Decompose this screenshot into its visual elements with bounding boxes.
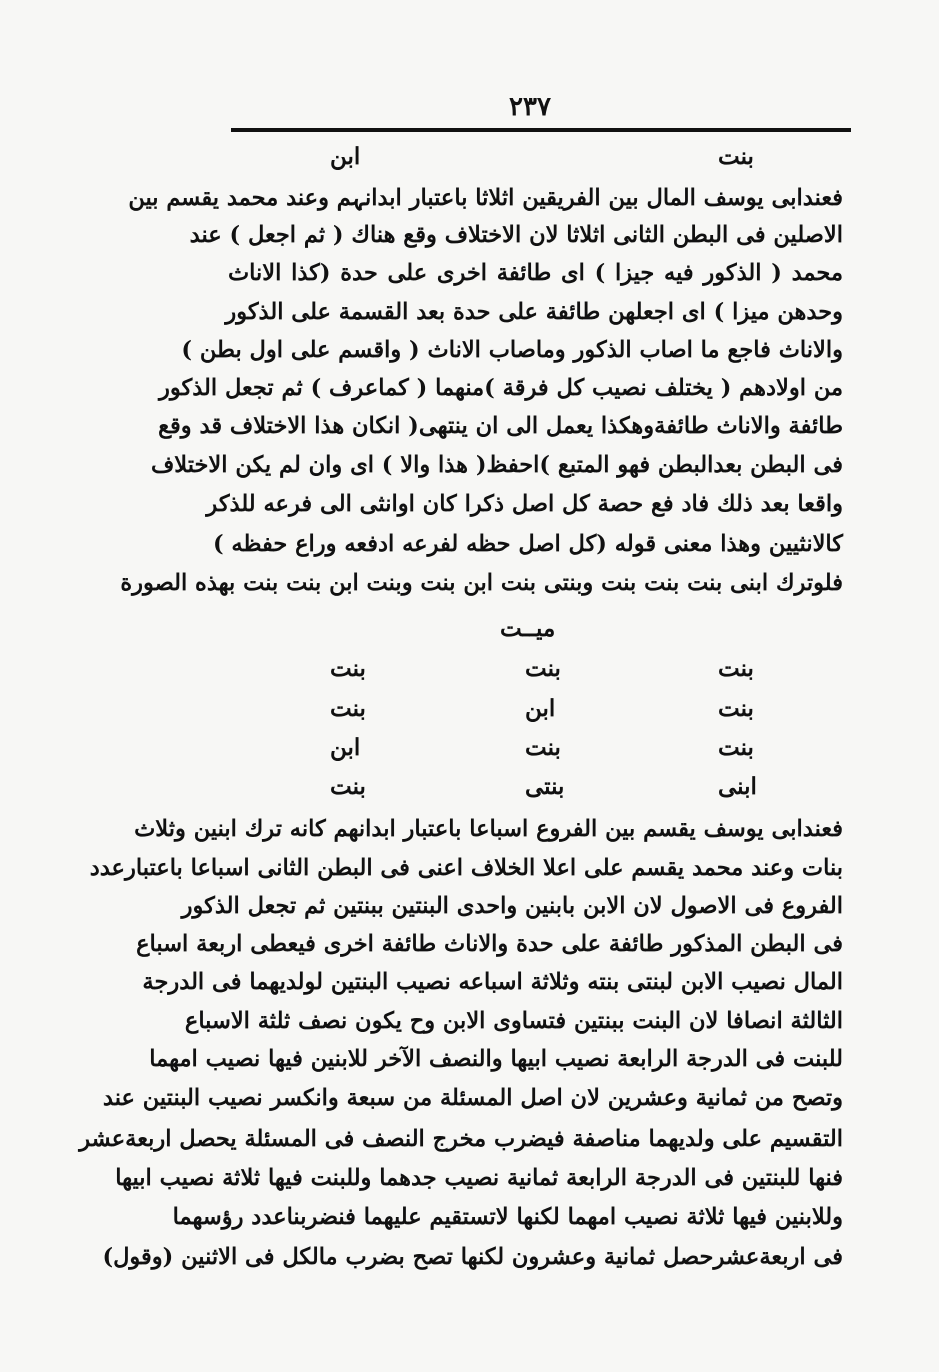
tree-cell: بنت — [718, 734, 754, 761]
text-line: الثالثة انصافا لان البنت ببنتین فتساوی الابن وح یكون نصف ثلثة الاسباع — [184, 1008, 843, 1034]
tree-cell: ابن — [525, 695, 556, 722]
text-line: فلوترك ابنی بنت بنت بنت وبنتی بنت ابن بنت وبنت ابن بنت بنت بهذه الصورة — [120, 570, 843, 596]
text-line: فی البطن المذكور طائفة علی حدة والاناث طائفة اخری فیعطی اربعة اسباع — [136, 931, 843, 957]
text-line: فنها للبنتین فی الدرجة الرابعة ثمانیة نصیب جدهما وللبنت فیها ثلاثة نصیب ابیها — [115, 1165, 843, 1191]
text-line: التقسیم علی ولدیهما مناصفة فیضرب مخرج النصف فی المسئلة یحصل اربعةعشر — [79, 1126, 843, 1152]
text-line: فی اربعةعشرحصل ثمانیة وعشرون لكنها تصح بضرب مالكل فی الاثنین (وقول) — [102, 1244, 843, 1270]
top-label-ibn: ابن — [330, 143, 361, 170]
mayyit-label: میــت — [500, 615, 556, 642]
text-line: المال نصیب الابن لبنتی بنته وثلاثة اسباعه نصیب البنتین لولدیهما فی الدرجة — [142, 969, 843, 995]
text-line: من اولادهم ( یختلف نصیب كل فرقة )منهما ( كماعرف ) ثم تجعل الذكور — [159, 375, 843, 401]
tree-cell: ابنی — [718, 773, 757, 800]
text-line: واقعا بعد ذلك فاد فع حصة كل اصل ذكرا كان اوانثی الی فرعه للذكر — [206, 491, 843, 517]
tree-cell: بنت — [718, 655, 754, 682]
tree-cell: بنت — [718, 695, 754, 722]
text-line: الفروع فی الاصول لان الابن بابنین واحدی البنتین ببنتین ثم تجعل الذكور — [181, 893, 843, 919]
tree-cell: ابن — [330, 734, 361, 761]
text-line: طائفة والاناث طائفةوهكذا یعمل الی ان ینتهی( انكان هذا الاختلاف قد وقع — [158, 413, 843, 439]
tree-cell: بنت — [525, 734, 561, 761]
text-line: وحدهن میزا ) ای اجعلهن طائفة علی حدة بعد القسمة علی الذكور — [225, 299, 843, 325]
tree-cell: بنتی — [525, 773, 565, 800]
text-line: فی البطن بعدالبطن فهو المتبع )احفظ( هذا والا ) ای وان لم یكن الاختلاف — [150, 452, 843, 478]
tree-cell: بنت — [525, 655, 561, 682]
text-line: وللابنین فیها ثلاثة نصیب امهما لكنها لاتستقیم علیهما فنضربناعدد رؤسهما — [172, 1204, 843, 1230]
text-line: فعندابی یوسف المال بین الفریقین اثلاثا باعتبار ابدانہم وعند محمد یقسم بین — [128, 185, 843, 211]
tree-cell: بنت — [330, 773, 366, 800]
text-line: فعندابی یوسف یقسم بین الفروع اسباعا باعتبار ابدانهم كانه ترك ابنین وثلاث — [134, 816, 843, 842]
text-line: وتصح من ثمانیة وعشرین لان اصل المسئلة من سبعة وانكسر نصیب البنتین عند — [102, 1085, 843, 1111]
tree-cell: بنت — [330, 695, 366, 722]
text-line: للبنت فی الدرجة الرابعة نصیب ابیها والنصف الآخر للابنین فیها نصیب امهما — [149, 1046, 843, 1072]
text-line: والاناث فاجع ما اصاب الذكور وماصاب الاناث ( واقسم علی اول بطن ) — [181, 337, 843, 363]
text-line: محمد ( الذكور فیه جیزا ) ای طائفة اخری علی حدة (كذا الاناث — [228, 260, 843, 286]
top-label-bint: بنت — [718, 143, 754, 170]
tree-cell: بنت — [330, 655, 366, 682]
page-number: ٢٣٧ — [509, 92, 551, 122]
text-line: الاصلین فی البطن الثانی اثلاثا لان الاختلاف وقع ھناك ( ثم اجعل ) عند — [189, 222, 843, 248]
header-rule — [231, 128, 851, 132]
text-line: بنات وعند محمد یقسم علی اعلا الخلاف اعنی فی البطن الثانی اسباعا باعتبارعدد — [89, 855, 843, 881]
text-line: كالانثیین وهذا معنی قوله (كل اصل حظه لفرعه ادفعه وراع حفظه ) — [212, 531, 843, 557]
